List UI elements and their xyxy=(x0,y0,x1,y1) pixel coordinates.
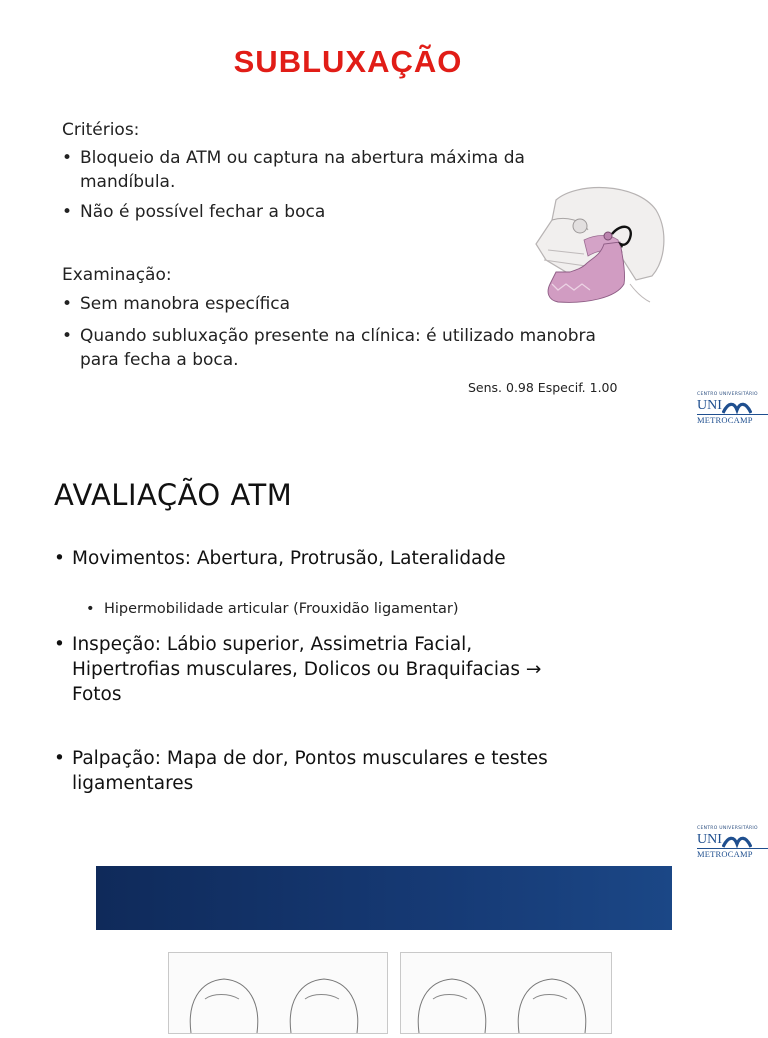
logo-metro-text: METROCAMP xyxy=(697,848,768,859)
criteria-heading: Critérios: xyxy=(62,120,140,140)
logo-arches-icon xyxy=(722,834,752,848)
sensitivity-text: Sens. 0.98 Especif. 1.00 xyxy=(468,380,618,395)
logo-uni-text: UNI xyxy=(697,832,722,847)
face-sketch-panel-right xyxy=(400,952,612,1034)
inspecao-line: • Inspeção: Lábio superior, Assimetria Facial, xyxy=(54,632,654,657)
face-sketch-illustration xyxy=(401,953,611,1033)
logo-top-text: CENTRO UNIVERSITÁRIO xyxy=(697,826,758,831)
logo-metro-text: METROCAMP xyxy=(697,414,768,425)
exam-item: • Sem manobra específica xyxy=(62,292,602,316)
criteria-item: • Não é possível fechar a boca xyxy=(62,200,602,224)
logo-top-text: CENTRO UNIVERSITÁRIO xyxy=(697,392,758,397)
face-sketch-panel-left xyxy=(168,952,388,1034)
palpacao-line: • Palpação: Mapa de dor, Pontos musculares e testes xyxy=(54,746,674,771)
logo-uni-text: UNI xyxy=(697,398,722,413)
exam-heading: Examinação: xyxy=(62,265,172,285)
criteria-item: • Bloqueio da ATM ou captura na abertura máxima da mandíbula. xyxy=(62,146,602,194)
inspecao-item xyxy=(54,632,654,707)
palpacao-line: ligamentares xyxy=(72,773,194,794)
inspecao-line: Hipertrofias musculares, Dolicos ou Braquifacias → xyxy=(72,659,542,680)
exam-item: • Quando subluxação presente na clínica: é utilizado manobra para fecha a boca. xyxy=(62,324,602,372)
palpacao-item xyxy=(54,746,674,796)
movimentos-subitem: • Hipermobilidade articular (Frouxidão ligamentar) xyxy=(86,601,664,617)
inspecao-line: Fotos xyxy=(72,684,122,705)
skull-jaw-illustration xyxy=(526,180,676,320)
slide1-title: SUBLUXAÇÃO xyxy=(233,44,463,79)
criteria-list xyxy=(62,146,602,224)
unimetrocamp-logo xyxy=(697,392,768,436)
movimentos-item: • Movimentos: Abertura, Protrusão, Lateralidade xyxy=(54,546,672,571)
exam-list xyxy=(62,292,602,372)
face-sketch-illustration xyxy=(169,953,387,1033)
slide2-title: AVALIAÇÃO ATM xyxy=(54,478,293,512)
unimetrocamp-logo xyxy=(697,826,768,870)
logo-arches-icon xyxy=(722,400,752,414)
slide3-header-banner xyxy=(96,866,672,930)
